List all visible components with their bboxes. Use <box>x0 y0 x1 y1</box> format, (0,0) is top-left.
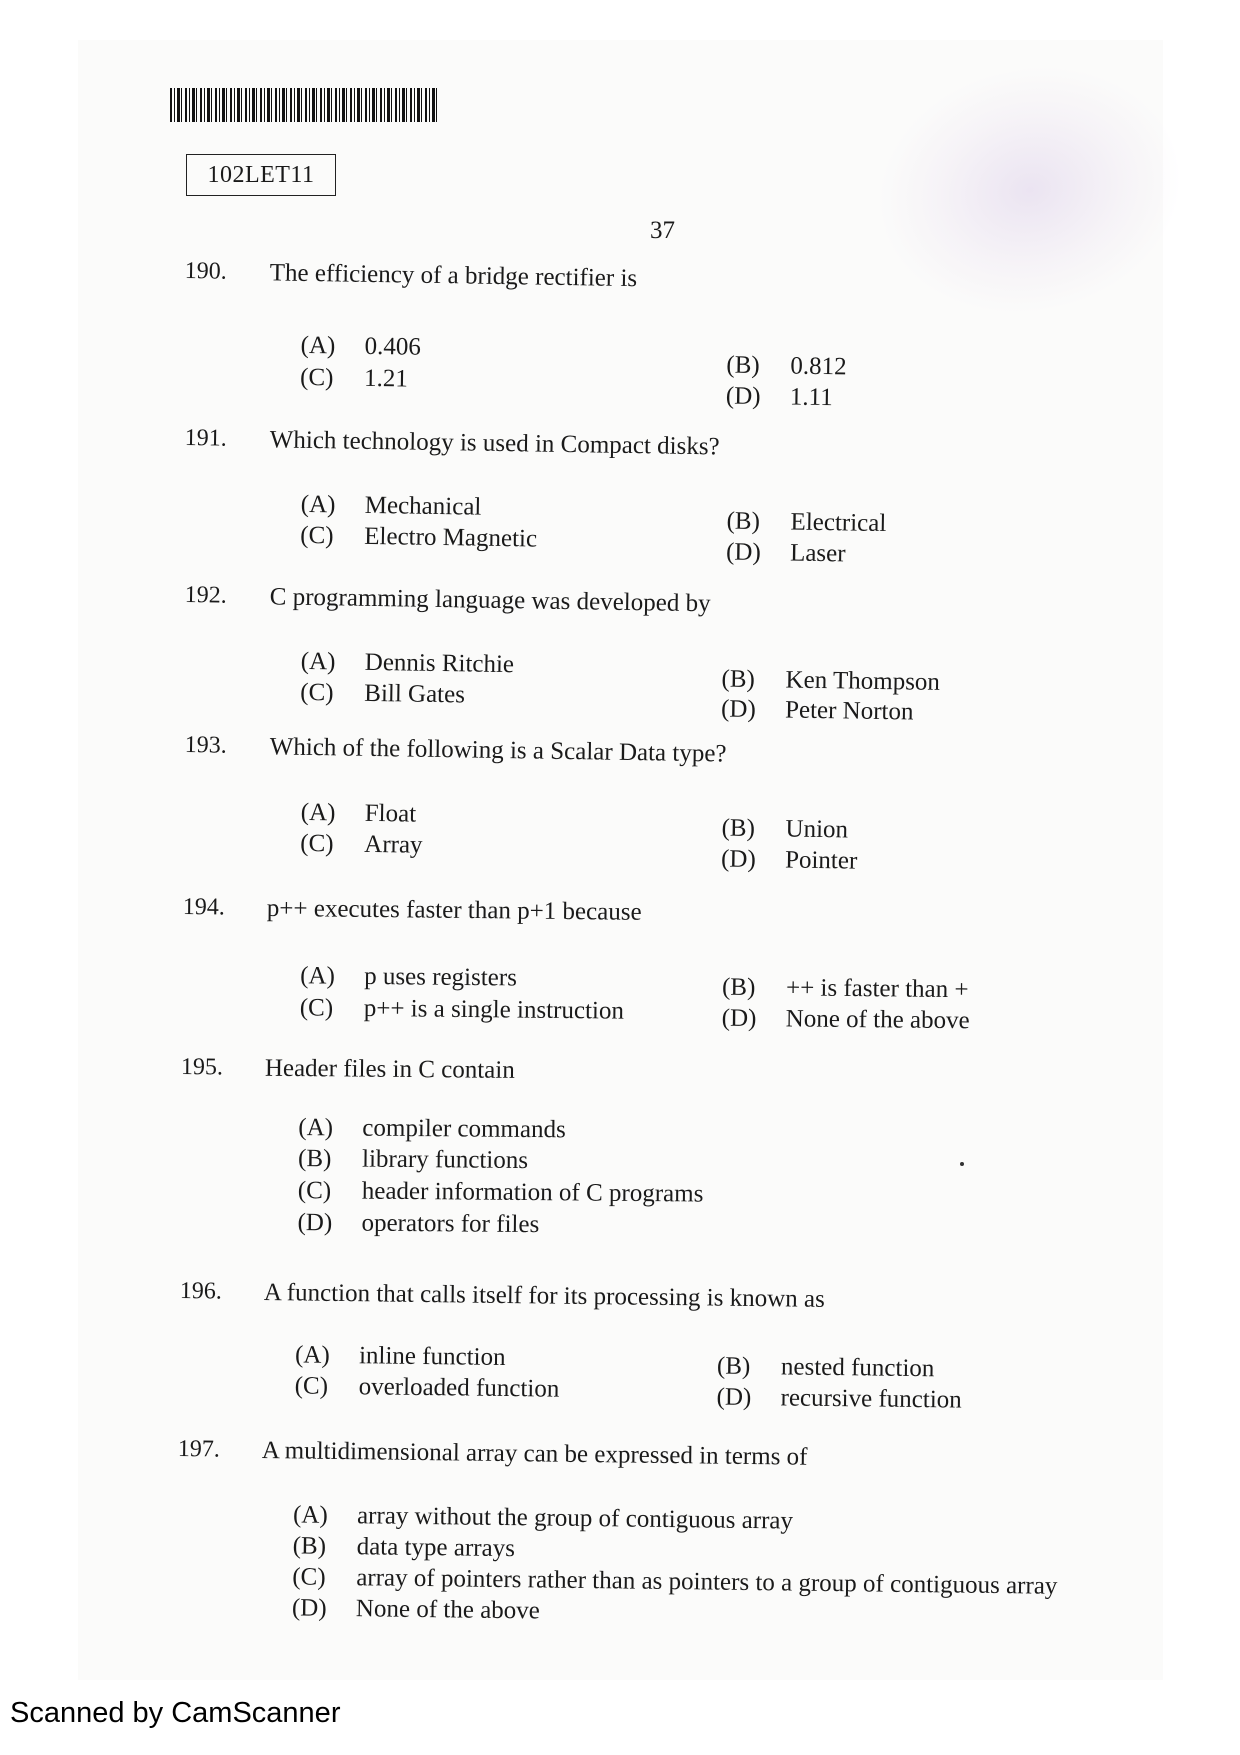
option-c: (C) array of pointers rather than as pointers to a group of contiguous array <box>292 1563 1058 1600</box>
option-b: (B) 0.812 <box>726 351 847 381</box>
option-b: (B) ++ is faster than + <box>721 973 969 1004</box>
question-text: A multidimensional array can be expressed in terms of <box>261 1437 808 1471</box>
option-b: (B) Ken Thompson <box>721 665 941 696</box>
question-text: Which technology is used in Compact disks? <box>269 426 720 461</box>
option-c: (C) 1.21 <box>299 363 409 393</box>
option-d: (D) Pointer <box>720 845 858 875</box>
option-c: (C) p++ is a single instruction <box>299 994 625 1025</box>
option-d: (D) Laser <box>725 538 846 568</box>
option-d: (D) 1.11 <box>725 382 833 412</box>
option-d: (D) Peter Norton <box>720 695 914 726</box>
question-number: 197. <box>177 1436 220 1463</box>
question-number: 196. <box>179 1278 222 1305</box>
option-c: (C) Electro Magnetic <box>300 521 538 553</box>
option-a: (A) Dennis Ritchie <box>300 647 515 679</box>
question-text: Header files in C contain <box>264 1054 515 1084</box>
option-d: (D) None of the above <box>721 1004 970 1035</box>
option-b: (B) Union <box>721 814 849 844</box>
question-number: 190. <box>184 258 227 285</box>
option-c: (C) overloaded function <box>294 1372 560 1403</box>
option-d: (D) recursive function <box>716 1383 962 1414</box>
paper-code-box: 102LET11 <box>186 154 336 196</box>
camscanner-footer: Scanned by CamScanner <box>10 1697 341 1729</box>
question-number: 193. <box>184 732 227 759</box>
option-a: (A) array without the group of contiguous array <box>292 1501 794 1535</box>
option-c: (C) Array <box>300 829 423 859</box>
question-text: A function that calls itself for its processing is known as <box>263 1279 825 1313</box>
option-b: (B) library functions <box>297 1145 529 1175</box>
question-text: The efficiency of a bridge rectifier is <box>269 259 638 293</box>
option-b: (B) Electrical <box>726 507 887 538</box>
question-text: p++ executes faster than p+1 because <box>266 894 642 926</box>
page-number: 37 <box>650 217 675 244</box>
option-a: (A) Mechanical <box>300 490 482 521</box>
question-text: Which of the following is a Scalar Data type? <box>269 733 727 768</box>
option-b: (B) nested function <box>716 1352 935 1383</box>
option-b: (B) data type arrays <box>292 1532 516 1563</box>
ink-dot <box>960 1162 964 1166</box>
question-text: C programming language was developed by <box>269 583 711 618</box>
option-a: (A) inline function <box>294 1341 506 1371</box>
option-a: (A) compiler commands <box>298 1114 566 1144</box>
option-a: (A) 0.406 <box>300 331 422 361</box>
question-number: 195. <box>180 1054 223 1081</box>
barcode <box>170 88 438 122</box>
option-d: (D) None of the above <box>291 1594 541 1625</box>
option-d: (D) operators for files <box>297 1209 540 1239</box>
question-number: 192. <box>184 582 227 609</box>
question-number: 194. <box>182 894 225 921</box>
option-a: (A) p uses registers <box>300 962 518 992</box>
option-c: (C) header information of C programs <box>297 1177 704 1208</box>
question-number: 191. <box>184 425 227 452</box>
option-a: (A) Float <box>300 798 417 828</box>
option-c: (C) Bill Gates <box>300 678 466 709</box>
